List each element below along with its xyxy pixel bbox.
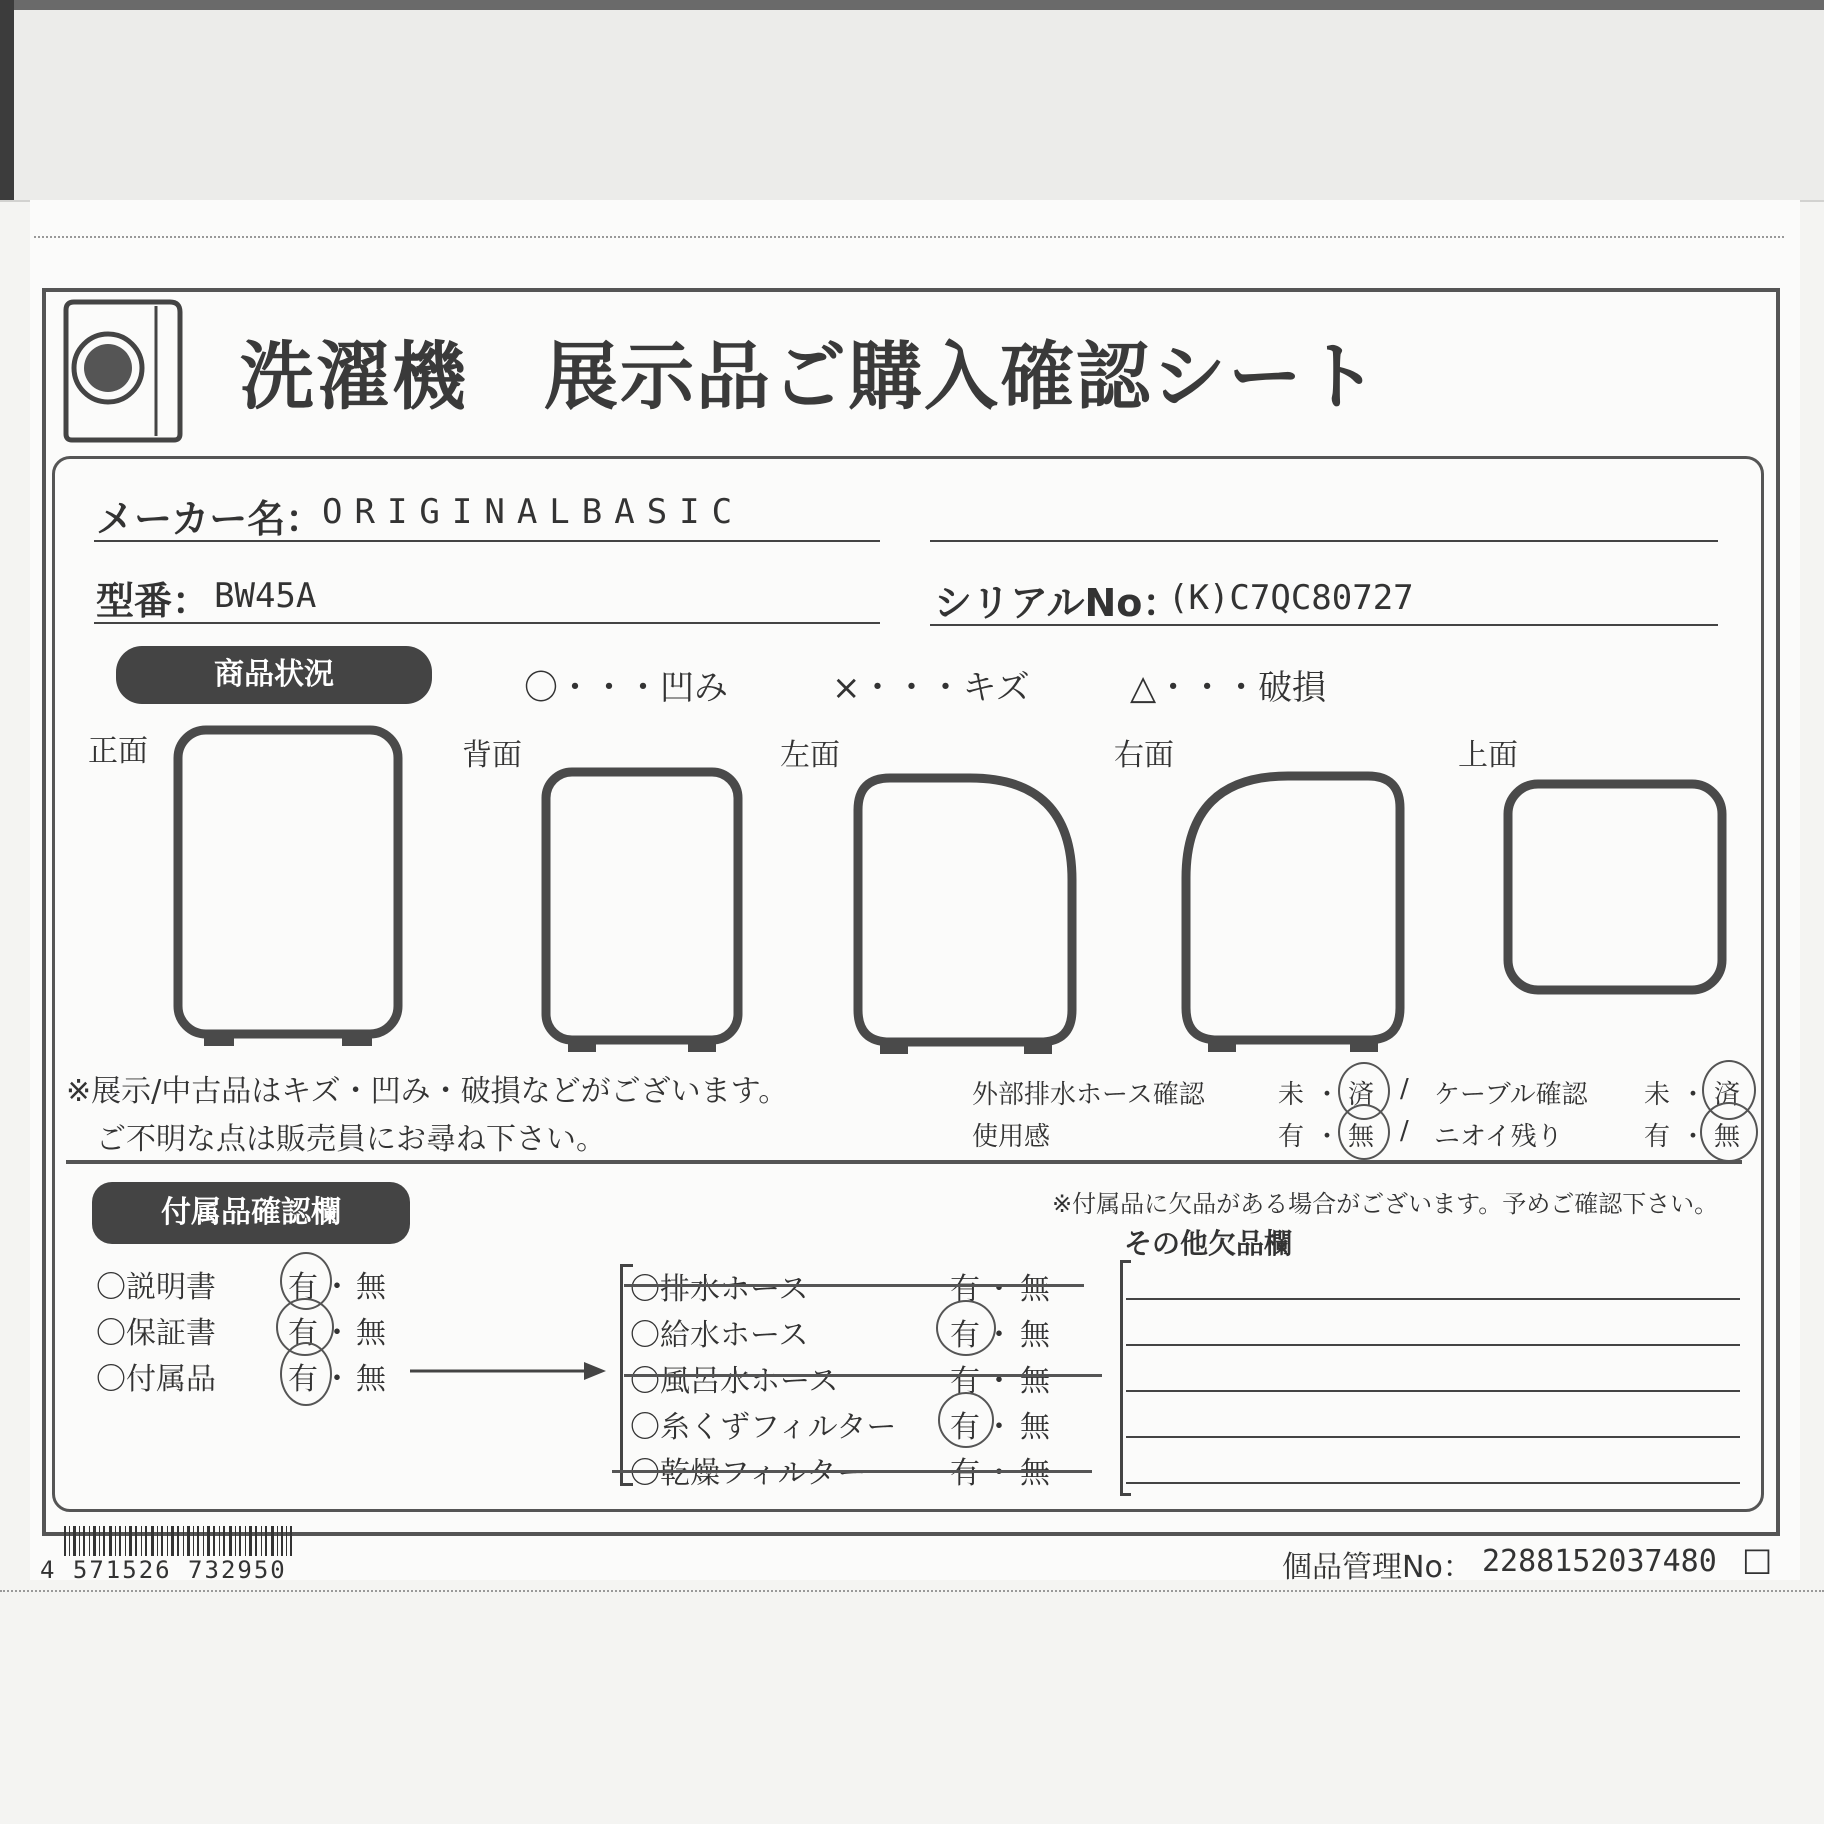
dry-filter-strike (612, 1470, 1092, 1473)
control-checkbox: □ (1742, 1540, 1773, 1578)
model-value: BW45A (214, 576, 317, 616)
cut-line (34, 236, 1784, 238)
drain-hose-dot: ・ (984, 1272, 1014, 1307)
legend-dent: 〇・・・凹み (524, 668, 728, 708)
hose-check-label: 外部排水ホース確認 (972, 1080, 1205, 1110)
dry-filter-dot: ・ (984, 1456, 1014, 1491)
cable-check-dot: ・ (1680, 1080, 1707, 1110)
blank-underline (930, 540, 1718, 542)
dry-filter-yes: 有 (950, 1456, 980, 1491)
other-line-4 (1126, 1436, 1740, 1438)
usage-check-slash: / (1400, 1116, 1409, 1146)
cable-check-opt2: 済 (1714, 1080, 1741, 1110)
supply-hose-label: 〇給水ホース (630, 1318, 809, 1353)
drain-hose-yes: 有 (950, 1272, 980, 1307)
accessory-label: 〇付属品 (96, 1362, 216, 1397)
supply-hose-yes: 有 (950, 1318, 980, 1353)
manual-yes: 有 (288, 1270, 318, 1305)
supply-hose-dot: ・ (984, 1318, 1014, 1353)
odor-check-circle (1700, 1102, 1758, 1162)
other-bracket (1120, 1260, 1131, 1496)
legend-damage: △・・・破損 (1130, 668, 1327, 708)
bath-hose-label: 〇風呂水ホース (630, 1364, 839, 1399)
arrow-right-icon (408, 1356, 608, 1386)
usage-check-opt2: 無 (1348, 1122, 1375, 1152)
control-number-value: 2288152037480 (1482, 1544, 1717, 1579)
legend-scratch: ×・・・キズ (832, 668, 1030, 708)
cable-check-opt1: 未 (1644, 1080, 1671, 1110)
dry-filter-label: 〇乾燥フィルター (630, 1456, 867, 1491)
drain-hose-no: 無 (1020, 1272, 1050, 1307)
usage-check-label: 使用感 (972, 1122, 1051, 1152)
barcode-number: 4 571526 732950 (40, 1556, 287, 1584)
section-divider (66, 1160, 1742, 1164)
bath-hose-no: 無 (1020, 1364, 1050, 1399)
accessory-yes-circle (280, 1342, 332, 1406)
maker-label: メーカー名： (96, 497, 324, 541)
hose-check-slash: / (1400, 1074, 1409, 1104)
barcode-icon (64, 1526, 294, 1556)
supply-hose-yes-circle (936, 1300, 996, 1356)
lint-filter-yes-circle (938, 1392, 994, 1448)
warranty-yes: 有 (288, 1316, 318, 1351)
serial-value: (K)C7QC80727 (1168, 578, 1414, 618)
view-right-label: 右面 (1114, 738, 1174, 773)
other-missing-header: その他欠品欄 (1124, 1227, 1293, 1260)
other-line-5 (1126, 1482, 1740, 1484)
hose-check-opt1: 未 (1278, 1080, 1305, 1110)
maker-underline (94, 540, 880, 542)
warranty-dot: ・ (322, 1316, 352, 1351)
right-view-diagram (1174, 768, 1408, 1058)
cable-check-label: ケーブル確認 (1434, 1080, 1588, 1110)
view-back-label: 背面 (462, 738, 522, 773)
usage-check-circle (1338, 1104, 1390, 1160)
supply-hose-no: 無 (1020, 1318, 1050, 1353)
usage-check-opt1: 有 (1278, 1122, 1305, 1152)
back-view-diagram (538, 766, 748, 1056)
condition-header: 商品状況 (116, 646, 432, 704)
serial-label: シリアルNo： (934, 581, 1181, 625)
maker-value: ORIGINALBASIC (322, 492, 745, 532)
front-view-diagram (168, 724, 408, 1054)
model-underline (94, 622, 880, 624)
accessories-header: 付属品確認欄 (92, 1182, 410, 1244)
hose-check-dot: ・ (1314, 1080, 1341, 1110)
view-top-label: 上面 (1458, 738, 1518, 773)
bottom-cut-line (0, 1590, 1824, 1592)
odor-check-dot: ・ (1680, 1122, 1707, 1152)
odor-check-opt1: 有 (1644, 1122, 1671, 1152)
lint-filter-no: 無 (1020, 1410, 1050, 1445)
top-edge (0, 0, 1824, 10)
background-strip (0, 0, 1824, 202)
dry-filter-no: 無 (1020, 1456, 1050, 1491)
drain-hose-label: 〇排水ホース (630, 1272, 809, 1307)
other-line-3 (1126, 1390, 1740, 1392)
bath-hose-yes: 有 (950, 1364, 980, 1399)
left-edge (0, 0, 14, 200)
odor-check-label: ニオイ残り (1434, 1122, 1563, 1152)
other-line-2 (1126, 1344, 1740, 1346)
manual-label: 〇説明書 (96, 1270, 216, 1305)
serial-underline (930, 624, 1718, 626)
model-label: 型番： (96, 579, 211, 623)
view-left-label: 左面 (780, 738, 840, 773)
bath-hose-dot: ・ (984, 1364, 1014, 1399)
accessory-yes: 有 (288, 1362, 318, 1397)
page-title: 洗濯機 展示品ご購入確認シート (240, 334, 1380, 420)
lint-filter-label: 〇糸くずフィルター (630, 1410, 897, 1445)
accessory-dot: ・ (322, 1362, 352, 1397)
view-front-label: 正面 (88, 734, 148, 769)
drain-hose-strike (624, 1284, 1084, 1287)
accessory-no: 無 (356, 1362, 386, 1397)
top-view-diagram (1500, 776, 1730, 998)
note-line2: ご不明な点は販売員にお尋ね下さい。 (96, 1122, 606, 1157)
manual-no: 無 (356, 1270, 386, 1305)
warranty-label: 〇保証書 (96, 1316, 216, 1351)
other-line-1 (1126, 1298, 1740, 1300)
warranty-no: 無 (356, 1316, 386, 1351)
washing-machine-icon (60, 298, 186, 444)
usage-check-dot: ・ (1314, 1122, 1341, 1152)
lint-filter-dot: ・ (984, 1410, 1014, 1445)
manual-dot: ・ (322, 1270, 352, 1305)
accessories-note: ※付属品に欠品がある場合がございます。予めご確認下さい。 (1052, 1190, 1719, 1218)
hose-check-opt2: 済 (1348, 1080, 1375, 1110)
control-number-label: 個品管理No： (1282, 1550, 1473, 1585)
odor-check-opt2: 無 (1714, 1122, 1741, 1152)
note-line1: ※展示/中古品はキズ・凹み・破損などがございます。 (66, 1074, 789, 1109)
bath-hose-strike (624, 1374, 1102, 1377)
lint-filter-yes: 有 (950, 1410, 980, 1445)
left-view-diagram (850, 770, 1084, 1060)
